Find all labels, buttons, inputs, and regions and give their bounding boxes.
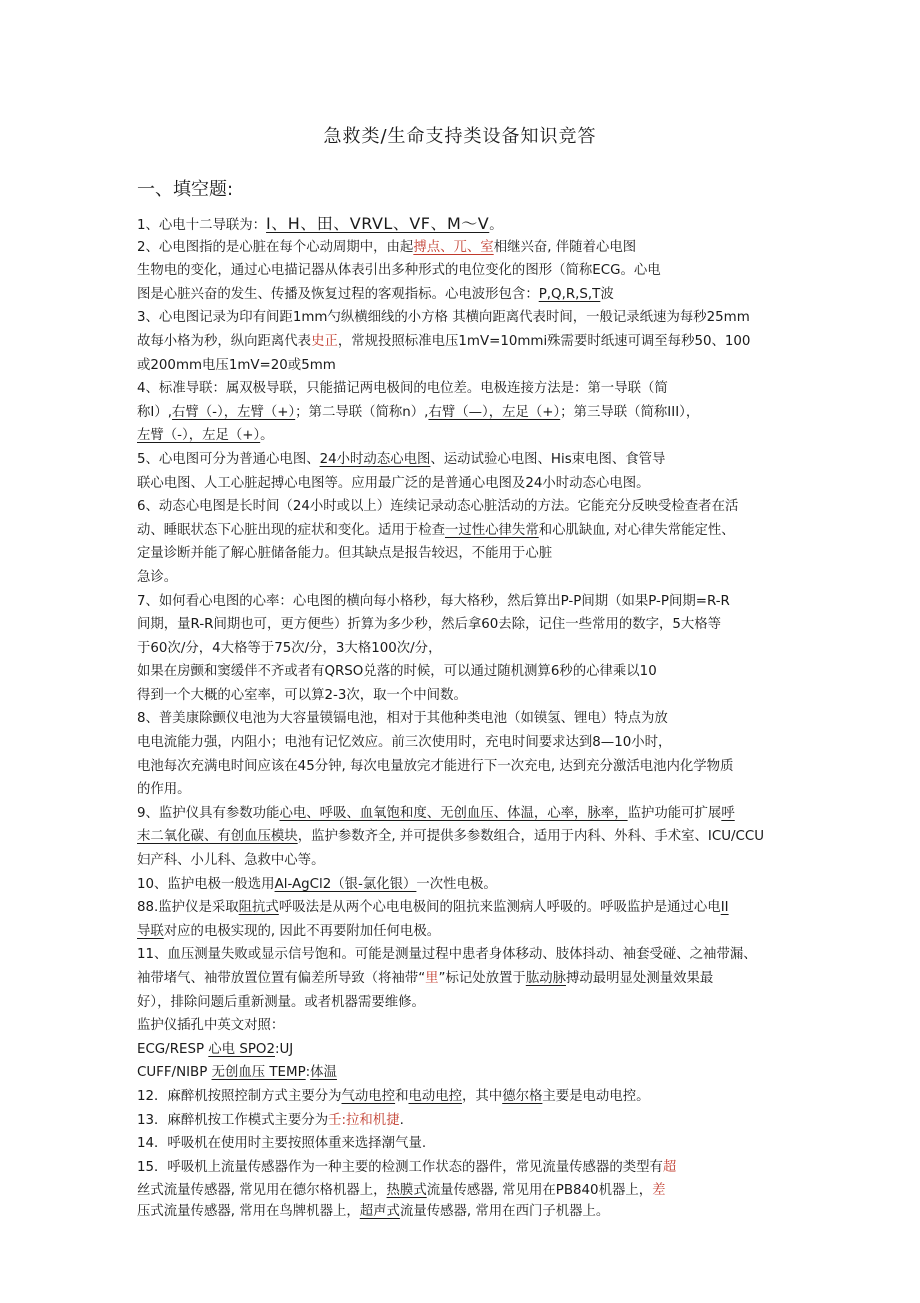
text-line: 故每小格为秒，纵向距离代表史正，常规投照标准电压1mV=10mmi殊需要时纸速可调至每秒50、100 [137, 333, 751, 349]
text-line: 12．麻醉机按照控制方式主要分为气动电控和电动电控，其中德尔格主要是电动电控。 [137, 1088, 650, 1104]
text-line: 称I）,右臂（-），左臂（+）；第二导联（简称n）,右臂（—），左足（+）；第三导联（简称III）， [137, 404, 700, 420]
text-line: 电池每次充满电时间应该在45分钟, 每次电量放完才能进行下一次充电, 达到充分激活电池内化学物质 [137, 758, 734, 774]
text-line: 电电流能力强，内阻小；电池有记忆效应。前三次使用时，充电时间要求达到8—10小时， [137, 735, 672, 751]
text-line: 13．麻醉机按工作模式主要分为壬:拉和机捷. [137, 1112, 404, 1128]
text-line: 末二氧化碳、有创血压模块，监护参数齐全, 并可提供多参数组合，适用于内科、外科、手术室、ICU/CCU [137, 829, 765, 845]
text-line: 15．呼吸机上流量传感器作为一种主要的检测工作状态的器件，常见流量传感器的类型有超 [137, 1159, 677, 1175]
text-line: 5、心电图可分为普通心电图、24小时动态心电图、运动试验心电图、His束电图、食管导 [137, 451, 666, 467]
text-line: 间期，量R-R间期也可，更方便些）折算为多少秒，然后拿60去除，记住一些常用的数字，5大格等 [137, 617, 722, 633]
text-line: 生物电的变化，通过心电描记器从体表引出多种形式的电位变化的图形（简称ECG。心电 [137, 263, 661, 279]
text-line: 监护仪插孔中英文对照： [137, 1018, 285, 1034]
text-line: 2、心电图指的是心脏在每个心动周期中，由起搏点、兀、室相继兴奋, 伴随着心电图 [137, 239, 637, 255]
text-line: 急诊。 [137, 569, 178, 585]
text-line: 定量诊断并能了解心脏储备能力。但其缺点是报告较迟，不能用于心脏 [137, 546, 553, 562]
text-line: 14．呼吸机在使用时主要按照体重来选择潮气量. [137, 1136, 427, 1152]
text-line: 压式流量传感器, 常用在鸟牌机器上，超声式流量传感器, 常用在西门子机器上。 [137, 1203, 610, 1219]
text-line: 4、标准导联：属双极导联，只能描记两电极间的电位差。电极连接方法是：第一导联（简 [137, 381, 668, 397]
text-line: 袖带堵气、袖带放置位置有偏差所导致（将袖带“里”标记处放置于肱动脉搏动最明显处测量效果最 [137, 971, 714, 986]
text-line: 11、血压测量失败或显示信号饱和。可能是测量过程中患者身体移动、肢体抖动、袖套受碰、之袖带漏、 [137, 947, 757, 963]
text-line: 妇产科、小儿科、急救中心等。 [137, 853, 325, 869]
text-line: 8、普美康除颤仪电池为大容量镆镉电池，相对于其他种类电池（如镆氢、锂电）特点为放 [137, 711, 668, 727]
text-line: 动、睡眠状态下心脏出现的症状和变化。适用于检查一过性心律失常和心肌缺血, 对心律失常能定性、 [137, 522, 735, 538]
text-line: 6、动态心电图是长时间（24小时或以上）连续记录动态心脏活动的方法。它能充分反映受检查者在活 [137, 499, 739, 515]
text-line: 1、心电十二导联为：I、H、田、VRVL、VF、M～V。 [137, 214, 503, 233]
text-line: 7、如何看心电图的心率：心电图的横向每小格秒，每大格秒，然后算出P-P间期（如果P-P间期=R-R [137, 593, 730, 609]
text-line: ECG/RESP 心电 SPO2:UJ [137, 1041, 294, 1057]
text-line: 联心电图、人工心脏起搏心电图等。应用最广泛的是普通心电图及24小时动态心电图。 [137, 475, 650, 491]
text-line: 于60次/分，4大格等于75次/分，3大格100次/分， [137, 640, 442, 656]
text-line: 导联对应的电极实现的, 因此不再要附加任何电极。 [137, 923, 441, 939]
text-line: 好），排除问题后重新测量。或者机器需要维修。 [137, 994, 425, 1010]
text-line: 如果在房颤和窦缓伴不齐或者有QRSO兑落的时候，可以通过随机测算6秒的心律乘以10 [137, 664, 657, 680]
text-line: 9、监护仪具有参数功能心电、呼吸、血氧饱和度、无创血压、体温，心率，脉率，监护功能可扩展呼 [137, 805, 735, 821]
text-line: 10、监护电极一般选用Al-AgCl2（银-氯化银）一次性电极。 [137, 876, 497, 892]
document-body [137, 212, 787, 1221]
text-line: 3、心电图记录为印有间距1mm勺纵横细线的小方格 其横向距离代表时间，一般记录纸速为每秒25mm [137, 310, 750, 326]
text-line: 丝式流量传感器, 常见用在德尔格机器上，热膜式流量传感器, 常见用在PB840机器上，差 [137, 1183, 666, 1199]
text-line: 的作用。 [137, 782, 191, 798]
text-line: 得到一个大概的心室率，可以算2-3次，取一个中间数。 [137, 687, 467, 703]
text-line: CUFF/NIBP 无创血压 TEMP:体温 [137, 1065, 337, 1081]
text-line: 88.监护仪是采取阻抗式呼吸法是从两个心电电极间的阻抗来监测病人呼吸的。呼吸监护是通过心电II [137, 900, 729, 916]
text-line: 图是心脏兴奋的发生、传播及恢复过程的客观指标。心电波形包含：P,Q,R,S,T波 [137, 286, 614, 302]
text-line: 左臂（-），左足（+）。 [137, 428, 274, 444]
section-heading: 一、填空题: [137, 179, 234, 200]
document-title: 急救类/生命支持类设备知识竞答 [323, 126, 597, 147]
text-line: 或200mm电压1mV=20或5mm [137, 357, 336, 373]
